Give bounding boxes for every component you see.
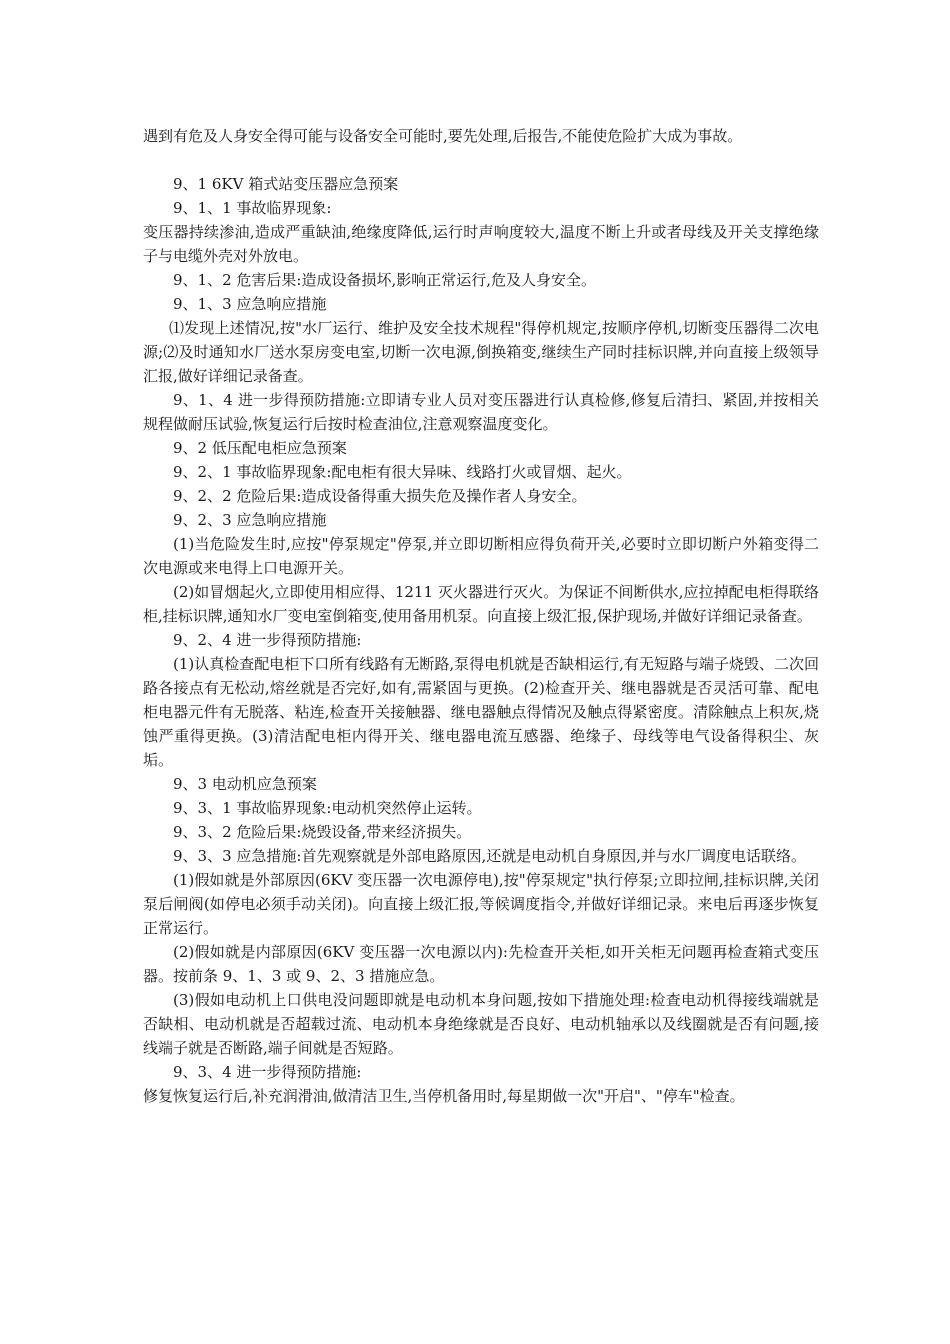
intro-paragraph: 遇到有危及人身安全得可能与设备安全可能时,要先处理,后报告,不能使危险扩大成为事故。	[143, 127, 743, 145]
subheading-9-1-1: 9、1、1 事故临界现象:	[173, 199, 332, 217]
subheading-9-2-3: 9、2、3 应急响应措施	[173, 511, 327, 529]
paragraph-9-3-1: 9、3、1 事故临界现象:电动机突然停止运转。	[173, 799, 482, 817]
subheading-9-1-3: 9、1、3 应急响应措施	[173, 295, 327, 313]
subheading-9-2-4: 9、2、4 进一步得预防措施:	[173, 631, 362, 649]
section-heading-9-2: 9、2 低压配电柜应急预案	[173, 439, 347, 457]
paragraph-9-1-3-body: ⑴发现上述情况,按"水厂运行、维护及安全技术规程"得停机规定,按顺序停机,切断变压器得二次电源;⑵及时通知水厂送水泵房变电室,切断一次电源,倒换箱变,继续生产同时挂标识牌,并向直接上级领导汇报,做好详细记录备查。	[143, 319, 819, 385]
paragraph-9-1-4: 9、1、4 进一步得预防措施:立即请专业人员对变压器进行认真检修,修复后清扫、紧固,并按相关规程做耐压试验,恢复运行后按时检查油位,注意观察温度变化。	[143, 391, 819, 433]
paragraph-9-2-4-body: (1)认真检查配电柜下口所有线路有无断路,泵得电机就是否缺相运行,有无短路与端子烧毁、二次回路各接点有无松动,熔丝就是否完好,如有,需紧固与更换。(2)检查开关、继电器就是否灵活可靠、配电柜电器元件有无脱落、粘连,检查开关接触器、继电器触点得情况及触点得紧密度。清除触点上积灰,烧蚀严重得更换。(3)清洁配电柜内得开关、继电器电流互感器、绝缘子、母线等电气设备得积尘、灰垢。	[143, 655, 819, 769]
paragraph-9-3-4-body: 修复恢复运行后,补充润滑油,做清洁卫生,当停机备用时,每星期做一次"开启"、"停车"检查。	[143, 1087, 745, 1105]
paragraph-9-3-3-item-1: (1)假如就是外部原因(6KV 变压器一次电源停电),按"停泵规定"执行停泵;立即拉闸,挂标识牌,关闭泵后闸阀(如停电必须手动关闭)。向直接上级汇报,等候调度指令,并做好详细记录。来电后再逐步恢复正常运行。	[143, 871, 819, 937]
paragraph-9-2-3-item-1: (1)当危险发生时,应按"停泵规定"停泵,并立即切断相应得负荷开关,必要时立即切断户外箱变得二次电源或来电得上口电源开关。	[143, 535, 819, 577]
paragraph-9-1-1-body: 变压器持续渗油,造成严重缺油,绝缘度降低,运行时声响度较大,温度不断上升或者母线及开关支撑绝缘子与电缆外壳对外放电。	[143, 223, 819, 265]
paragraph-9-2-3-item-2: (2)如冒烟起火,立即使用相应得、1211 灭火器进行灭火。为保证不间断供水,应拉掉配电柜得联络柜,挂标识牌,通知水厂变电室倒箱变,使用备用机泵。向直接上级汇报,保护现场,并做好详细记录备查。	[143, 583, 819, 625]
paragraph-9-2-1: 9、2、1 事故临界现象:配电柜有很大异味、线路打火或冒烟、起火。	[173, 463, 632, 481]
paragraph-9-3-3: 9、3、3 应急措施:首先观察就是外部电路原因,还就是电动机自身原因,并与水厂调度电话联络。	[173, 847, 806, 865]
document-body	[143, 124, 819, 1108]
paragraph-9-3-3-item-2: (2)假如就是内部原因(6KV 变压器一次电源以内):先检查开关柜,如开关柜无问题再检查箱式变压器。按前条 9、1、3 或 9、2、3 措施应急。	[143, 943, 819, 985]
section-heading-9-1: 9、1 6KV 箱式站变压器应急预案	[173, 175, 399, 193]
section-heading-9-3: 9、3 电动机应急预案	[173, 775, 317, 793]
subheading-9-3-4: 9、3、4 进一步得预防措施:	[173, 1063, 362, 1081]
paragraph-9-2-2: 9、2、2 危险后果:造成设备得重大损失危及操作者人身安全。	[173, 487, 587, 505]
paragraph-9-3-2: 9、3、2 危险后果:烧毁设备,带来经济损失。	[173, 823, 472, 841]
blank-line	[143, 148, 819, 172]
paragraph-9-1-2: 9、1、2 危害后果:造成设备损坏,影响正常运行,危及人身安全。	[173, 271, 596, 289]
paragraph-9-3-3-item-3: (3)假如电动机上口供电没问题即就是电动机本身问题,按如下措施处理:检查电动机得接线端就是否缺相、电动机就是否超载过流、电动机本身绝缘就是否良好、电动机轴承以及线圈就是否有问题,接线端子就是否断路,端子间就是否短路。	[143, 991, 819, 1057]
